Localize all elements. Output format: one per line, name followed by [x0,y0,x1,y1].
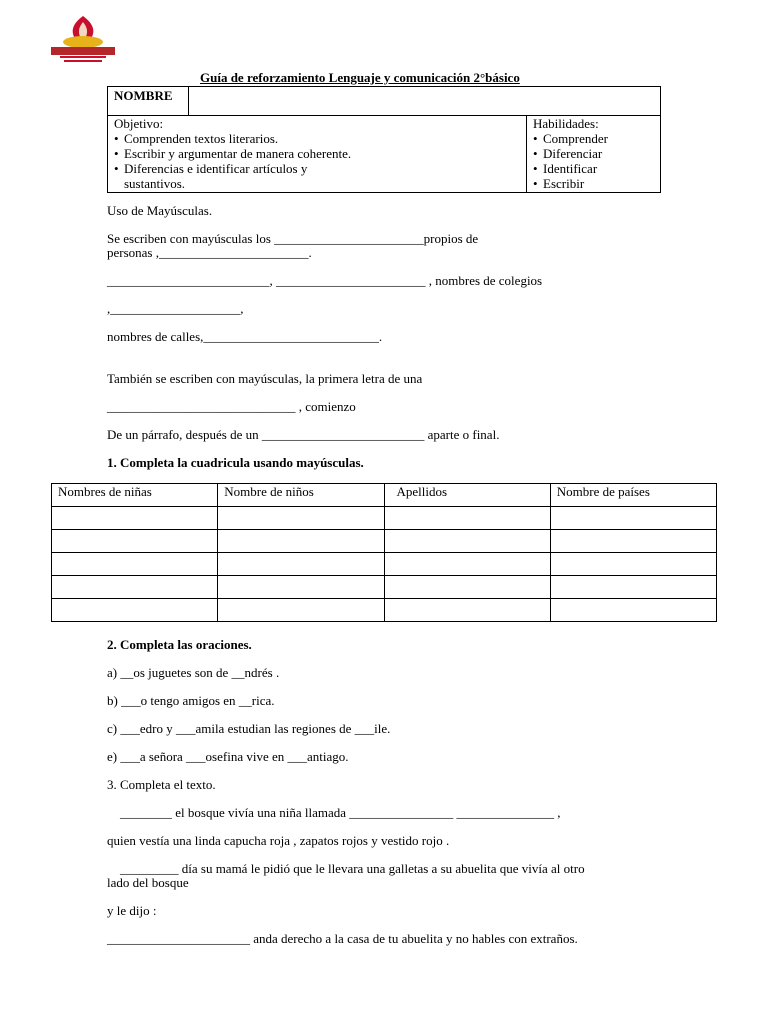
table-row [52,484,717,507]
grid-cell[interactable] [52,530,218,553]
grid-cell[interactable] [218,576,384,599]
column-header: Nombre de países [550,484,716,507]
grid-cell[interactable] [218,507,384,530]
list-item: • Comprenden textos literarios. [114,131,520,146]
sentence-a: a) __os juguetes son de __ndrés . [107,665,280,680]
intro-line: De un párrafo, después de un _________________________ aparte o final. [107,427,500,442]
objetivo-list [114,131,520,191]
grid-cell[interactable] [550,530,716,553]
grid-cell[interactable] [550,507,716,530]
grid-cell[interactable] [52,599,218,622]
grid-cell[interactable] [52,507,218,530]
header-table [107,86,661,193]
list-item: • Escribir y argumentar de manera coherente. [114,146,520,161]
habilidades-label: Habilidades: [533,116,599,131]
intro-line: personas ,_______________________. [107,245,312,260]
grid-cell[interactable] [52,553,218,576]
story-line: _________ día su mamá le pidió que le llevara una galletas a su abuelita que vivía al otro [120,861,585,876]
intro-line: Uso de Mayúsculas. [107,203,213,218]
objetivo-label: Objetivo: [114,116,164,131]
list-item: • Escribir [533,176,654,191]
nombre-label: NOMBRE [108,87,189,116]
section3-heading: 3. Completa el texto. [107,777,216,792]
sentence-e: e) ___a señora ___osefina vive en ___antiago. [107,749,349,764]
table-row [52,553,717,576]
intro-line: nombres de calles,___________________________. [107,329,383,344]
grid-cell[interactable] [384,576,550,599]
sentence-c: c) ___edro y ___amila estudian las regiones de ___ile. [107,721,391,736]
habilidades-cell [527,116,661,193]
intro-line: _________________________, _______________________ , nombres de colegios [107,273,543,288]
list-item: • Diferenciar [533,146,654,161]
intro-line: _____________________________ , comienzo [107,399,356,414]
school-logo [48,14,118,64]
story-line: lado del bosque [107,875,189,890]
intro-line: También se escriben con mayúsculas, la primera letra de una [107,371,423,386]
story-line: quien vestía una linda capucha roja , zapatos rojos y vestido rojo . [107,833,450,848]
intro-line: ,____________________, [107,301,244,316]
table-row [52,530,717,553]
column-header: Apellidos [384,484,550,507]
section1-heading: 1. Completa la cuadricula usando mayúsculas. [107,455,364,470]
table-row [52,507,717,530]
table-row [52,599,717,622]
story-line: ______________________ anda derecho a la casa de tu abuelita y no hables con extraños. [107,931,578,946]
list-item: • Comprender [533,131,654,146]
grid-cell[interactable] [384,599,550,622]
list-item: • Diferencias e identificar artículos y sustantivos. [114,161,354,191]
grid-cell[interactable] [550,553,716,576]
grid-cell[interactable] [384,530,550,553]
grid-cell[interactable] [550,576,716,599]
grid-cell[interactable] [550,599,716,622]
objetivo-cell [108,116,527,193]
page-title: Guía de reforzamiento Lenguaje y comunicación 2°básico [200,70,520,85]
grid-cell[interactable] [218,553,384,576]
habilidades-list [533,131,654,191]
list-item: • Identificar [533,161,654,176]
grid-cell[interactable] [52,576,218,599]
section2-heading: 2. Completa las oraciones. [107,637,252,652]
story-line: ________ el bosque vivía una niña llamada ________________ _______________ , [120,805,561,820]
nombre-field[interactable] [189,87,661,116]
grid-cell[interactable] [384,553,550,576]
names-grid [51,483,717,622]
grid-cell[interactable] [218,599,384,622]
column-header: Nombres de niñas [52,484,218,507]
grid-cell[interactable] [384,507,550,530]
grid-cell[interactable] [218,530,384,553]
school-crest-icon [48,14,118,64]
story-line: y le dijo : [107,903,157,918]
intro-line: Se escriben con mayúsculas los _______________________propios de [107,231,479,246]
column-header: Nombre de niños [218,484,384,507]
table-row [52,576,717,599]
sentence-b: b) ___o tengo amigos en __rica. [107,693,275,708]
